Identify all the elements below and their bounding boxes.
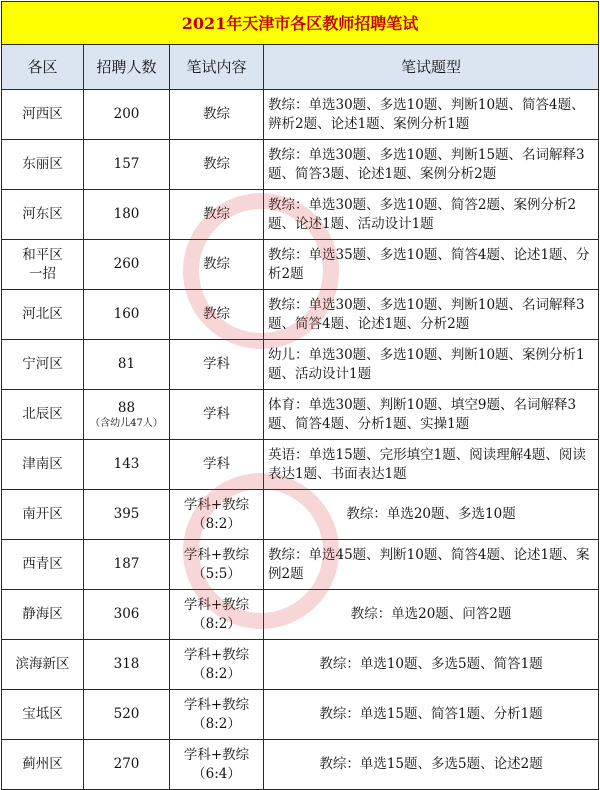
- district-cell: 宝坻区: [2, 690, 84, 740]
- count-cell: 318: [84, 640, 170, 690]
- types-cell: 教综：单选15题、简答1题、分析1题: [264, 690, 599, 740]
- types-cell: 教综：单选15题、多选5题、论述2题: [264, 740, 599, 790]
- content-cell: 教综: [170, 290, 264, 340]
- types-cell: 幼儿：单选30题、多选10题、判断10题、案例分析1题、活动设计1题: [264, 340, 599, 390]
- header-count: 招聘人数: [84, 45, 170, 90]
- district-cell: 宁河区: [2, 340, 84, 390]
- table-row: [2, 640, 599, 690]
- district-cell: 和平区 一招: [2, 240, 84, 290]
- title-row: [2, 2, 599, 45]
- table-row: [2, 240, 599, 290]
- count-cell: 395: [84, 490, 170, 540]
- table-row: [2, 340, 599, 390]
- types-cell: 教综：单选30题、多选10题、判断10题、名词解释3题、简答4题、论述1题、分析2题: [264, 290, 599, 340]
- content-cell: 学科: [170, 390, 264, 440]
- district-cell: 南开区: [2, 490, 84, 540]
- count-cell: 306: [84, 590, 170, 640]
- types-cell: 英语：单选15题、完形填空1题、阅读理解4题、阅读表达1题、书面表达1题: [264, 440, 599, 490]
- content-cell: 学科: [170, 340, 264, 390]
- types-cell: 教综：单选20题、多选10题: [264, 490, 599, 540]
- types-cell: 教综：单选30题、多选10题、简答2题、案例分析2题、论述1题、活动设计1题: [264, 190, 599, 240]
- district-cell: 北辰区: [2, 390, 84, 440]
- table-row: [2, 740, 599, 790]
- content-cell: 学科+教综 （8:2）: [170, 690, 264, 740]
- types-cell: 教综：单选30题、多选10题、判断10题、简答4题、辨析2题、论述1题、案例分析1题: [264, 90, 599, 140]
- count-cell: 88 （含幼儿47人）: [84, 390, 170, 440]
- types-cell: 教综：单选20题、问答2题: [264, 590, 599, 640]
- header-row: [2, 45, 599, 90]
- content-cell: 教综: [170, 140, 264, 190]
- table-row: [2, 690, 599, 740]
- district-cell: 蓟州区: [2, 740, 84, 790]
- header-types: 笔试题型: [264, 45, 599, 90]
- table-row: [2, 490, 599, 540]
- count-cell: 157: [84, 140, 170, 190]
- district-cell: 滨海新区: [2, 640, 84, 690]
- count-cell: 180: [84, 190, 170, 240]
- district-cell: 静海区: [2, 590, 84, 640]
- exam-table-container: [1, 1, 598, 790]
- district-cell: 西青区: [2, 540, 84, 590]
- count-cell: 270: [84, 740, 170, 790]
- count-cell: 143: [84, 440, 170, 490]
- content-cell: 学科+教综 （8:2）: [170, 640, 264, 690]
- table-row: [2, 290, 599, 340]
- types-cell: 教综：单选45题、判断10题、简答4题、论述1题、案例2题: [264, 540, 599, 590]
- content-cell: 学科+教综 （5:5）: [170, 540, 264, 590]
- table-title: 2021年天津市各区教师招聘笔试: [2, 2, 599, 45]
- district-cell: 河东区: [2, 190, 84, 240]
- content-cell: 学科+教综 （8:2）: [170, 490, 264, 540]
- table-row: [2, 190, 599, 240]
- count-note: （含幼儿47人）: [90, 418, 163, 429]
- types-cell: 体育：单选30题、判断10题、填空9题、名词解释3题、简答4题、分析1题、实操1题: [264, 390, 599, 440]
- header-district: 各区: [2, 45, 84, 90]
- district-cell: 河西区: [2, 90, 84, 140]
- district-cell: 津南区: [2, 440, 84, 490]
- table-row: [2, 590, 599, 640]
- content-cell: 学科+教综 （8:2）: [170, 590, 264, 640]
- content-cell: 教综: [170, 190, 264, 240]
- count-cell: 81: [84, 340, 170, 390]
- content-cell: 学科+教综 （6:4）: [170, 740, 264, 790]
- content-cell: 教综: [170, 240, 264, 290]
- exam-table: [1, 1, 599, 790]
- table-row: [2, 140, 599, 190]
- header-content: 笔试内容: [170, 45, 264, 90]
- count-cell: 187: [84, 540, 170, 590]
- types-cell: 教综：单选35题、多选10题、简答4题、论述1题、分析2题: [264, 240, 599, 290]
- district-cell: 东丽区: [2, 140, 84, 190]
- table-row: [2, 390, 599, 440]
- table-row: [2, 440, 599, 490]
- count-cell: 260: [84, 240, 170, 290]
- district-cell: 河北区: [2, 290, 84, 340]
- types-cell: 教综：单选10题、多选5题、简答1题: [264, 640, 599, 690]
- count-cell: 520: [84, 690, 170, 740]
- content-cell: 学科: [170, 440, 264, 490]
- count-cell: 160: [84, 290, 170, 340]
- table-row: [2, 90, 599, 140]
- table-row: [2, 540, 599, 590]
- types-cell: 教综：单选30题、多选10题、判断15题、名词解释3题、简答3题、论述1题、案例分析2题: [264, 140, 599, 190]
- content-cell: 教综: [170, 90, 264, 140]
- count-cell: 200: [84, 90, 170, 140]
